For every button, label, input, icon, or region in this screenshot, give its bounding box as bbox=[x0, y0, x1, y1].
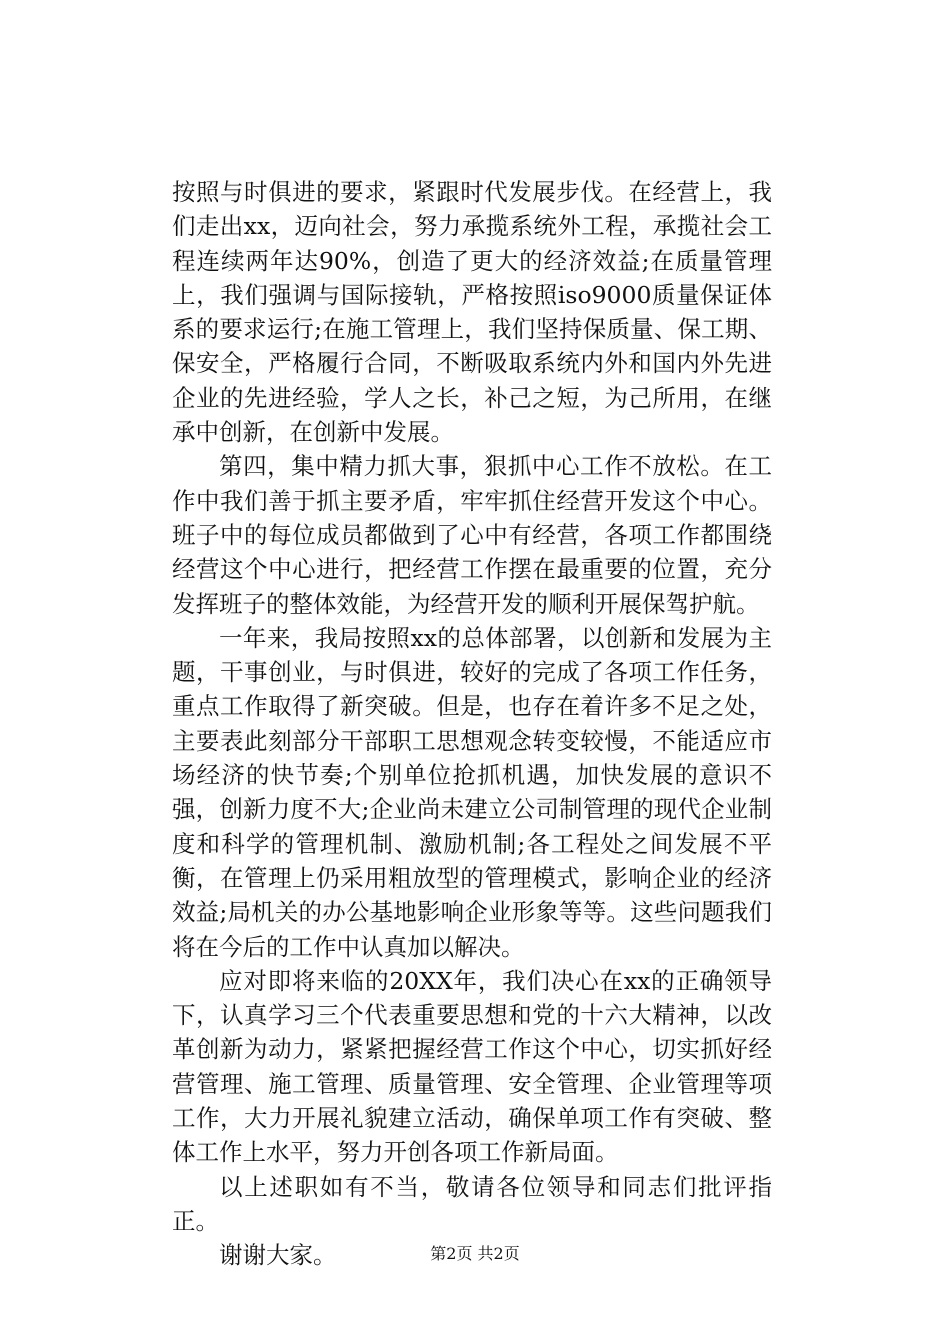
paragraph-thanks: 谢谢大家。 bbox=[219, 1241, 337, 1270]
document-body bbox=[172, 175, 772, 1273]
paragraph-continuation: 按照与时俱进的要求，紧跟时代发展步伐。在经营上，我们走出xx，迈向社会，努力承揽系统外工程，承揽社会工程连续两年达90%，创造了更大的经济效益;在质量管理上，我们强调与国际接轨，严格按照iso9000质量保证体系的要求运行;在施工管理上，我们坚持保质量、保工期、保安全，严格履行合同，不断吸取系统内外和国内外先进企业的先进经验，学人之长，补己之短，为己所用，在继承中创新，在创新中发展。 bbox=[172, 178, 772, 447]
page-number-footer: 第2页 共2页 bbox=[430, 1244, 520, 1263]
paragraph-year-review: 一年来，我局按照xx的总体部署，以创新和发展为主题，干事创业，与时俱进，较好的完成了各项工作任务，重点工作取得了新突破。但是，也存在着许多不足之处，主要表此刻部分干部职工思想观念转变较慢，不能适应市场经济的快节奏;个别单位抢抓机遇，加快发展的意识不强，创新力度不大;企业尚未建立公司制管理的现代企业制度和科学的管理机制、激励机制;各工程处之间发展不平衡，在管理上仍采用粗放型的管理模式，影响企业的经济效益;局机关的办公基地影响企业形象等等。这些问题我们将在今后的工作中认真加以解决。 bbox=[172, 623, 772, 961]
paragraph-fourth-point: 第四，集中精力抓大事，狠抓中心工作不放松。在工作中我们善于抓主要矛盾，牢牢抓住经营开发这个中心。班子中的每位成员都做到了心中有经营，各项工作都围绕经营这个中心进行，把经营工作摆在最重要的位置，充分发挥班子的整体效能，为经营开发的顺利开展保驾护航。 bbox=[172, 452, 772, 618]
paragraph-closing-request: 以上述职如有不当，敬请各位领导和同志们批评指正。 bbox=[172, 1172, 772, 1235]
paragraph-coming-year: 应对即将来临的20XX年，我们决心在xx的正确领导下，认真学习三个代表重要思想和党的十六大精神，以改革创新为动力，紧紧把握经营工作这个中心，切实抓好经营管理、施工管理、质量管理、安全管理、企业管理等项工作，大力开展礼貌建立活动，确保单项工作有突破、整体工作上水平，努力开创各项工作新局面。 bbox=[172, 966, 772, 1167]
